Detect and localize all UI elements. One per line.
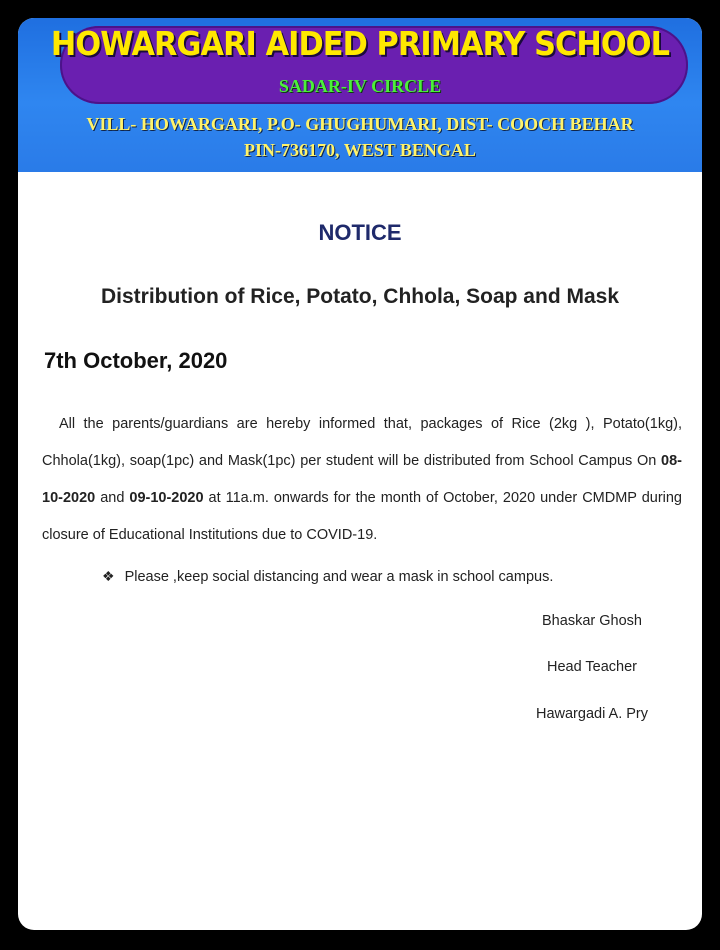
bullet-item — [102, 568, 553, 585]
body-text-2: and — [95, 490, 130, 506]
notice-body — [42, 406, 682, 554]
address-line-2: PIN-736170, WEST BENGAL — [244, 140, 476, 160]
body-text-1: All the parents/guardians are hereby informed that, packages of Rice (2kg ), Potato(1kg), Chhola(1kg), soap(1pc) and Mask(1pc) per student will be distributed from School Campus On — [42, 416, 682, 469]
signatory-school: Hawargadi A. Pry — [535, 706, 649, 722]
notice-date: 7th October, 2020 — [44, 348, 228, 373]
header-banner — [18, 18, 702, 172]
notice-subject: Distribution of Rice, Potato, Chhola, Soap and Mask — [100, 285, 620, 308]
notice-card — [18, 18, 702, 930]
school-name: HOWARGARI AIDED PRIMARY SCHOOL — [50, 24, 670, 63]
circle-name: SADAR-IV CIRCLE — [278, 76, 442, 96]
distribution-date-2: 09-10-2020 — [129, 490, 204, 506]
signatory-name: Bhaskar Ghosh — [542, 613, 642, 629]
diamond-bullet-icon: ❖ — [102, 568, 115, 584]
bullet-text: Please ,keep social distancing and wear a mask in school campus. — [124, 569, 554, 585]
notice-heading: NOTICE — [318, 220, 402, 245]
body-text-3: at 11a.m. onwards for the month of October, 2020 under CMDMP during closure of Educational Institutions due to COVID-19. — [42, 490, 682, 543]
address-line-1: VILL- HOWARGARI, P.O- GHUGHUMARI, DIST- COOCH BEHAR — [86, 114, 634, 134]
signatory-title: Head Teacher — [546, 659, 638, 675]
distribution-date-1: 08-10-2020 — [42, 453, 682, 506]
